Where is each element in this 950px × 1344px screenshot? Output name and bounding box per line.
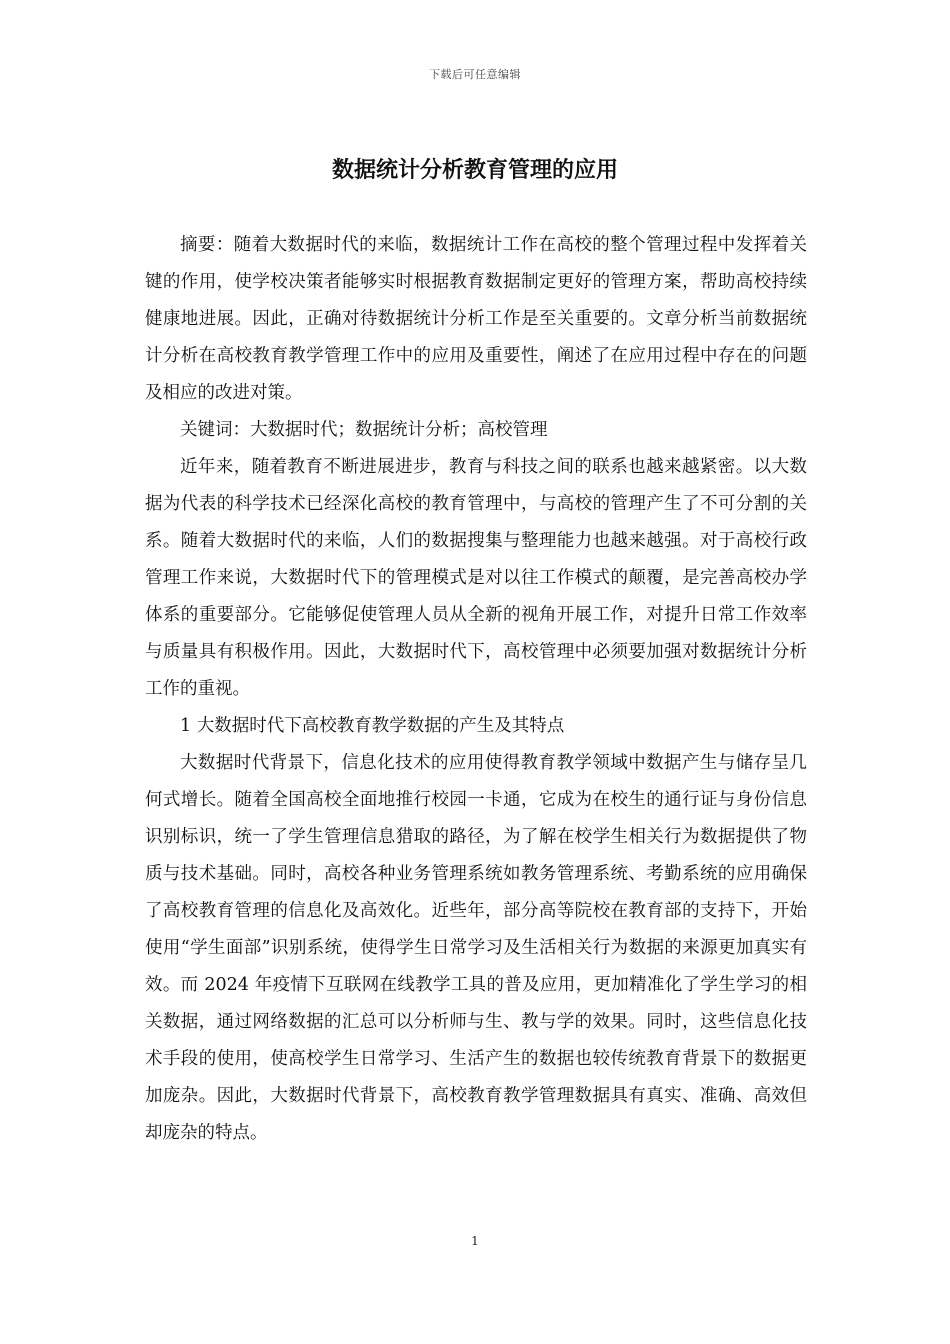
page-number: 1 [471,1234,479,1248]
document-title: 数据统计分析教育管理的应用 [331,158,618,183]
header-note: 下载后可任意编辑 [429,68,521,81]
intro-paragraph: 近年来，随着教育不断进展进步，教育与科技之间的联系也越来越紧密。以大数据为代表的科学技术已经深化高校的教育管理中，与高校的管理产生了不可分割的关系。随着大数据时代的来临，人们的数据搜集与整理能力也越来越强。对于高校行政管理工作来说，大数据时代下的管理模式是对以往工作模式的颠覆，是完善高校办学体系的重要部分。它能够促使管理人员从全新的视角开展工作，对提升日常工作效率与质量具有积极作用。因此，大数据时代下，高校管理中必须要加强对数据统计分析工作的重视。 [145,457,807,699]
document-body [145,227,807,1152]
section-paragraph: 大数据时代背景下，信息化技术的应用使得教育教学领域中数据产生与储存呈几何式增长。随着全国高校全面地推行校园一卡通，它成为在校生的通行证与身份信息识别标识，统一了学生管理信息猎取的路径，为了解在校学生相关行为数据提供了物质与技术基础。同时，高校各种业务管理系统如教务管理系统、考勤系统的应用确保了高校教育管理的信息化及高效化。近些年，部分高等院校在教育部的支持下，开始使用“学生面部”识别系统，使得学生日常学习及生活相关行为数据的来源更加真实有效。而 2024 年疫情下互联网在线教学工具的普及应用，更加精准化了学生学习的相关数据，通过网络数据的汇总可以分析师与生、教与学的效果。同时，这些信息化技术手段的使用，使高校学生日常学习、生活产生的数据也较传统教育背景下的数据更加庞杂。因此，大数据时代背景下，高校教育教学管理数据具有真实、准确、高效但却庞杂的特点。 [145,753,807,1143]
section-heading: 1 大数据时代下高校教育教学数据的产生及其特点 [180,716,565,736]
abstract-paragraph: 摘要：随着大数据时代的来临，数据统计工作在高校的整个管理过程中发挥着关键的作用，使学校决策者能够实时根据教育数据制定更好的管理方案，帮助高校持续健康地进展。因此，正确对待数据统计分析工作是至关重要的。文章分析当前数据统计分析在高校教育教学管理工作中的应用及重要性，阐述了在应用过程中存在的问题及相应的改进对策。 [145,235,807,403]
keywords-paragraph: 关键词：大数据时代；数据统计分析；高校管理 [180,420,548,440]
